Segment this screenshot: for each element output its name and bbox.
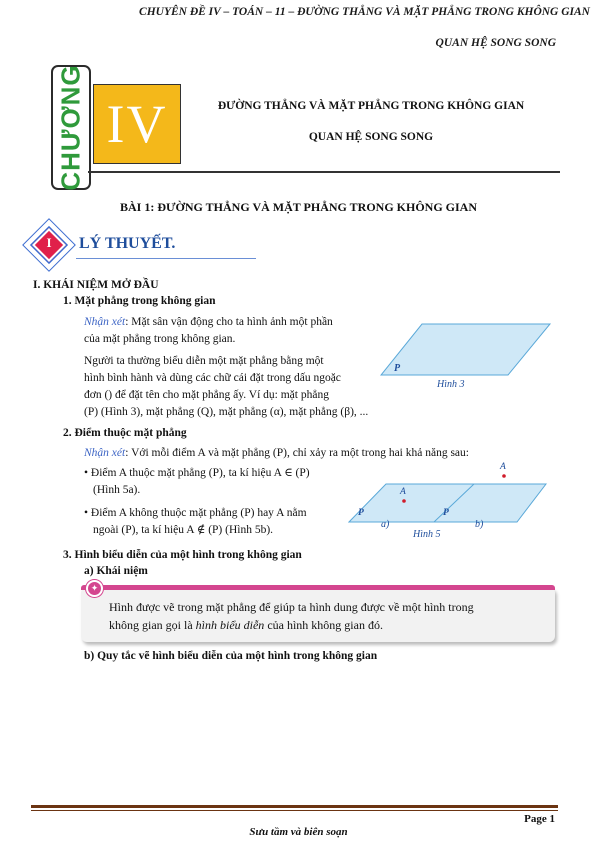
figure-5-point-outside xyxy=(500,472,508,480)
figure-5b-point-label: A xyxy=(500,462,506,472)
s2-bullet-2: • Điểm A không thuộc mặt phẳng (P) hay A nằm xyxy=(84,507,307,519)
figure-5a-point-label: A xyxy=(400,487,406,497)
figure-5a-plane-label: P xyxy=(358,508,364,518)
footer-rule-thin xyxy=(31,810,558,811)
figure-3-plane xyxy=(380,323,552,393)
s2-bullet-1: • Điểm A thuộc mặt phẳng (P), ta kí hiệu A ∈ (P) xyxy=(84,467,310,479)
page-number: Page 1 xyxy=(524,813,555,825)
subsection-2-title: 2. Điểm thuộc mặt phẳng xyxy=(63,427,187,439)
s2-remark: Nhận xét: Với mỗi điểm A và mặt phẳng (P), chỉ xảy ra một trong hai khả năng sau: xyxy=(84,447,469,459)
chapter-number-box xyxy=(93,84,181,164)
figure-5b-plane-label: P xyxy=(443,508,449,518)
s1-remark-cont: của mặt phẳng trong không gian. xyxy=(84,333,236,345)
s1-remark: Nhận xét: Mặt sân vận động cho ta hình ảnh một phần xyxy=(84,316,333,328)
section-underline xyxy=(76,258,256,259)
s1-paragraph-line2: hình bình hành và dùng các chữ cái đặt trong dấu ngoặc xyxy=(84,372,341,384)
s1-paragraph-line1: Người ta thường biểu diễn một mặt phẳng bằng một xyxy=(84,355,324,367)
chapter-number: IV xyxy=(106,94,168,154)
header-title: CHUYÊN ĐỀ IV – TOÁN – 11 – ĐƯỜNG THẲNG VÀ MẶT PHẲNG TRONG KHÔNG GIAN xyxy=(139,6,590,18)
definition-accent-bar xyxy=(81,585,555,590)
lesson-title: BÀI 1: ĐƯỜNG THẲNG VÀ MẶT PHẲNG TRONG KHÔNG GIAN xyxy=(119,200,478,214)
lightbulb-icon: ✦ xyxy=(86,580,103,597)
figure-5a-caption: a) xyxy=(381,519,390,530)
header-subtitle: QUAN HỆ SONG SONG xyxy=(435,37,556,49)
chapter-title: ĐƯỜNG THẲNG VÀ MẶT PHẲNG TRONG KHÔNG GIAN xyxy=(217,100,525,112)
s2-bullet-2-cont: ngoài (P), ta kí hiệu A ∉ (P) (Hình 5b). xyxy=(93,524,274,536)
figure-3-plane-label: P xyxy=(394,363,401,374)
plane-parallelogram xyxy=(381,324,550,375)
definition-line2: không gian gọi là hình biểu diễn của hình không gian đó. xyxy=(109,618,383,632)
point-a-on-plane xyxy=(402,499,406,503)
figure-5b-caption: b) xyxy=(475,519,484,530)
subsection-3-title: 3. Hình biểu diễn của một hình trong không gian xyxy=(63,549,302,561)
section-title: LÝ THUYẾT. xyxy=(79,235,176,252)
section-number: I xyxy=(46,235,52,250)
subsection-3b-title: b) Quy tắc vẽ hình biểu diễn của một hình trong không gian xyxy=(84,650,378,662)
figure-5 xyxy=(348,478,548,526)
part-title: I. KHÁI NIỆM MỞ ĐẦU xyxy=(33,279,159,291)
s1-paragraph-line4: (P) (Hình 3), mặt phẳng (Q), mặt phẳng (α), mặt phẳng (β), ... xyxy=(84,406,369,418)
figure-3-caption: Hình 3 xyxy=(437,379,465,390)
chapter-subtitle: QUAN HỆ SONG SONG xyxy=(308,131,434,143)
definition-line1: Hình được vẽ trong mặt phẳng để giúp ta hình dung được về một hình trong xyxy=(109,600,474,614)
subsection-3a-title: a) Khái niệm xyxy=(84,565,148,577)
footer-rule-thick xyxy=(31,805,558,808)
s2-bullet-1-cont: (Hình 5a). xyxy=(93,484,141,496)
subsection-1-title: 1. Mặt phẳng trong không gian xyxy=(63,295,216,307)
figure-5-caption: Hình 5 xyxy=(413,529,441,540)
chapter-word: CHƯƠNG xyxy=(55,64,86,191)
point-a-outside xyxy=(502,474,506,478)
s1-paragraph-line3: đơn () để đặt tên cho mặt phẳng ấy. Ví dụ: mặt phẳng xyxy=(84,389,329,401)
footer-source: Sưu tầm và biên soạn xyxy=(249,826,348,838)
chapter-divider xyxy=(88,171,560,173)
